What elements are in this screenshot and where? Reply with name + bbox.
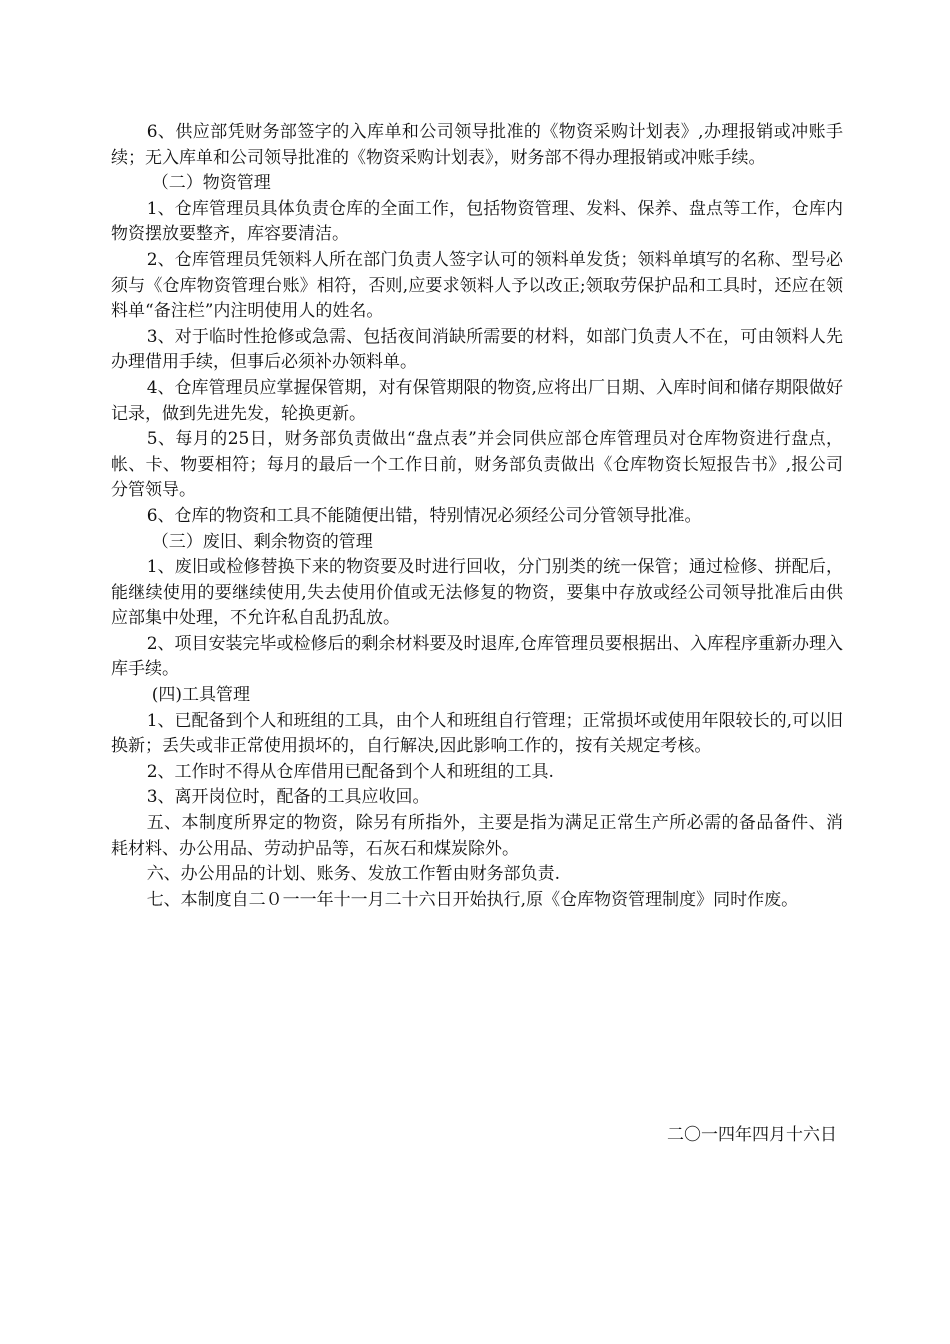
section-heading: (四)工具管理 <box>151 685 251 706</box>
document-body <box>111 120 843 913</box>
section-heading: （三）废旧、剩余物资的管理 <box>151 531 373 552</box>
paragraph: 1、已配备到个人和班组的工具，由个人和班组自行管理；正常损坏或使用年限较长的,可以旧换新；丢失或非正常使用损坏的，自行解决,因此影响工作的，按有关规定考核。 <box>111 710 843 757</box>
paragraph: 3、对于临时性抢修或急需、包括夜间消缺所需要的材料，如部门负责人不在，可由领料人先办理借用手续，但事后必须补办领料单。 <box>111 326 843 373</box>
paragraph: 2、项目安装完毕或检修后的剩余材料要及时退库,仓库管理员要根据出、入库程序重新办理入库手续。 <box>111 633 843 680</box>
paragraph: 6、供应部凭财务部签字的入库单和公司领导批准的《物资采购计划表》,办理报销或冲账手续；无入库单和公司领导批准的《物资采购计划表》，财务部不得办理报销或冲账手续。 <box>111 122 843 168</box>
paragraph: 3、离开岗位时，配备的工具应收回。 <box>146 787 430 808</box>
paragraph: 六、办公用品的计划、账务、发放工作暂由财务部负责. <box>146 864 561 885</box>
paragraph: 2、工作时不得从仓库借用已配备到个人和班组的工具. <box>146 761 554 782</box>
document-date: 二〇一四年四月十六日 <box>667 1125 837 1145</box>
paragraph: 4、仓库管理员应掌握保管期，对有保管期限的物资,应将出厂日期、入库时间和储存期限做好记录，做到先进先发，轮换更新。 <box>111 377 843 424</box>
paragraph: 1、仓库管理员具体负责仓库的全面工作，包括物资管理、发料、保养、盘点等工作，仓库内物资摆放要整齐，库容要清洁。 <box>111 198 843 245</box>
paragraph: 2、仓库管理员凭领料人所在部门负责人签字认可的领料单发货；领料单填写的名称、型号必须与《仓库物资管理台账》相符，否则,应要求领料人予以改正;领取劳保护品和工具时，还应在领料单“备注栏”内注明使用人的姓名。 <box>111 249 843 322</box>
paragraph: 五、本制度所界定的物资，除另有所指外，主要是指为满足正常生产所必需的备品备件、消耗材料、办公用品、劳动护品等，石灰石和煤炭除外。 <box>111 813 843 859</box>
paragraph: 5、每月的25日，财务部负责做出“盘点表”并会同供应部仓库管理员对仓库物资进行盘点，帐、卡、物要相符；每月的最后一个工作日前，财务部负责做出《仓库物资长短报告书》,报公司分管领导。 <box>111 429 843 501</box>
paragraph: 6、仓库的物资和工具不能随便出错，特别情况必须经公司分管领导批准。 <box>146 505 702 526</box>
section-heading: （二）物资管理 <box>151 173 271 194</box>
paragraph: 1、废旧或检修替换下来的物资要及时进行回收，分门别类的统一保管；通过检修、拼配后，能继续使用的要继续使用,失去使用价值或无法修复的物资，要集中存放或经公司领导批准后由供应部集中处理，不允许私自乱扔乱放。 <box>111 557 843 629</box>
paragraph: 七、本制度自二０一一年十一月二十六日开始执行,原《仓库物资管理制度》同时作废。 <box>146 889 799 910</box>
